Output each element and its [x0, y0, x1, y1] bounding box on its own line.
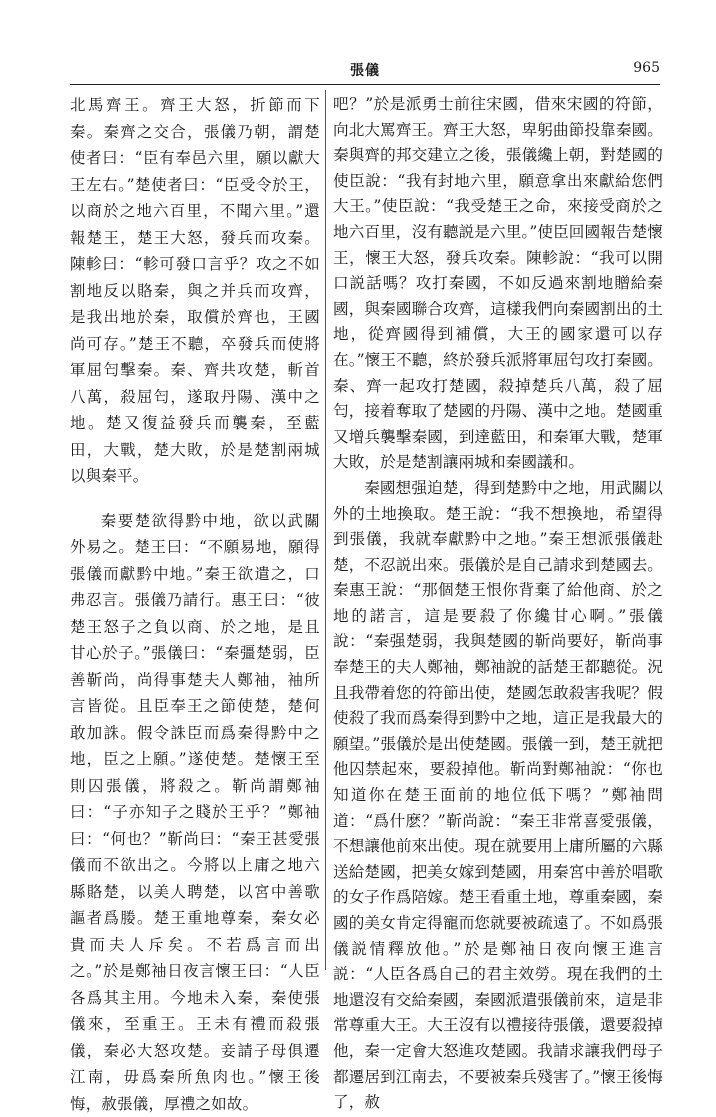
translation-paragraph-2: 秦國想强迫楚，得到楚黔中之地，用武關以外的土地換取。楚王說：“我不想換地，希望得到張儀，我就奉獻黔中之地。”秦王想派張儀赴楚，不忍説出來。張儀於是自己請求到楚國去。秦惠王說：“那個楚王恨你背棄了給他商、於之地的諾言，這是要殺了你纔甘心啊。”張儀說：“秦强楚弱，我與楚國的靳尚要好，靳尚事奉楚王的夫人鄭袖，鄭袖說的話楚王都聽從。況且我帶着您的符節出使，楚國怎敢殺害我呢？假使殺了我而爲秦得到黔中之地，這正是我最大的願望。”張儀於是出使楚國。張儀一到，楚王就把他囚禁起來，要殺掉他。靳尚對鄭袖說：“你也知道你在楚王面前的地位低下嗎？”鄭袖問道：“爲什麽？”靳尚說：“秦王非常喜愛張儀，不想讓他前來出使。現在就要用上庸所屬的六縣送給楚國，把美女嫁到楚國，用秦宮中善於唱歌的女子作爲陪嫁。楚王看重土地，尊重秦國，秦國的美女肯定得寵而您就要被疏遠了。不如爲張儀説情釋放他。”於是鄭袖日夜向懷王進言説：“人臣各爲自己的君主效勞。現在我們的土地還沒有交給秦國，秦國派遣張儀前來，這是非常尊重大王。大王沒有以禮接待張儀，還要殺掉他，秦一定會大怒進攻楚國。我請求讓我們母子都遷居到江南去，不要被秦兵殘害了。”懷王後悔了，赦: [333, 476, 663, 1116]
column-divider: [325, 90, 326, 970]
header-rule: [70, 84, 660, 85]
page-header: [70, 60, 660, 86]
original-text-column: [70, 92, 320, 1117]
translation-column: [333, 92, 663, 1116]
running-title: 張儀: [70, 60, 660, 80]
translation-paragraph-1: 吧？”於是派勇士前往宋國，借來宋國的符節，向北大罵齊王。齊王大怒，卑躬曲節投靠秦國。秦與齊的邦交建立之後，張儀纔上朝，對楚國的使臣說：“我有封地六里，願意拿出來獻給您們大王。”使臣說：“我受楚王之命，來接受商於之地六百里，沒有聽説是六里。”使臣回國報告楚懷王，懷王大怒，發兵攻秦。陳軫說：“我可以開口説話嗎？攻打秦國，不如反過來割地贈給秦國，與秦國聯合攻齊，這樣我們向秦國割出的土地，從齊國得到補償，大王的國家還可以存在。”懷王不聽，終於發兵派將軍屈匄攻打秦國。秦、齊一起攻打楚國，殺掉楚兵八萬，殺了屈匄，接着奪取了楚國的丹陽、漢中之地。楚國重又增兵襲擊秦國，到達藍田，和秦軍大戰，楚軍大敗，於是楚割讓兩城和秦國議和。: [333, 92, 663, 476]
original-paragraph-1: 北馬齊王。齊王大怒，折節而下秦。秦齊之交合，張儀乃朝，謂楚使者曰：“臣有奉邑六里，願以獻大王左右。”楚使者曰：“臣受令於王，以商於之地六百里，不聞六里。”還報楚王，楚王大怒，發兵而攻秦。陳軫曰：“軫可發口言乎？攻之不如割地反以賂秦，與之并兵而攻齊，是我出地於秦，取償於齊也，王國尚可存。”楚王不聽，卒發兵而使將軍屈匄擊秦。秦、齊共攻楚，斬首八萬，殺屈匄，遂取丹陽、漢中之地。楚又復益發兵而襲秦，至藍田，大戰，楚大敗，於是楚割兩城以與秦平。: [70, 92, 320, 490]
page-number: 965: [633, 60, 660, 76]
original-paragraph-2: 秦要楚欲得黔中地，欲以武關外易之。楚王曰：“不願易地，願得張儀而獻黔中地。”秦王欲遣之，口弗忍言。張儀乃請行。惠王曰：“彼楚王怒子之負以商、於之地，是且甘心於子。”張儀曰：“秦彊楚弱，臣善靳尚，尚得事楚夫人鄭袖，袖所言皆從。且臣奉王之節使楚，楚何敢加誅。假令誅臣而爲秦得黔中之地，臣之上願。”遂使楚。楚懷王至則囚張儀，將殺之。靳尚謂鄭袖曰：“子亦知子之賤於王乎？”鄭袖曰：“何也？”靳尚曰：“秦王甚愛張儀而不欲出之。今將以上庸之地六縣賂楚，以美人聘楚，以宮中善歌謳者爲媵。楚王重地尊秦，秦女必貴而夫人斥矣。不若爲言而出之。”於是鄭袖日夜言懷王曰：“人臣各爲其主用。今地未入秦，秦使張儀來，至重王。王未有禮而殺張儀，秦必大怒攻楚。妾請子母俱遷江南，毋爲秦所魚肉也。”懷王後悔，赦張儀，厚禮之如故。: [70, 508, 320, 1117]
